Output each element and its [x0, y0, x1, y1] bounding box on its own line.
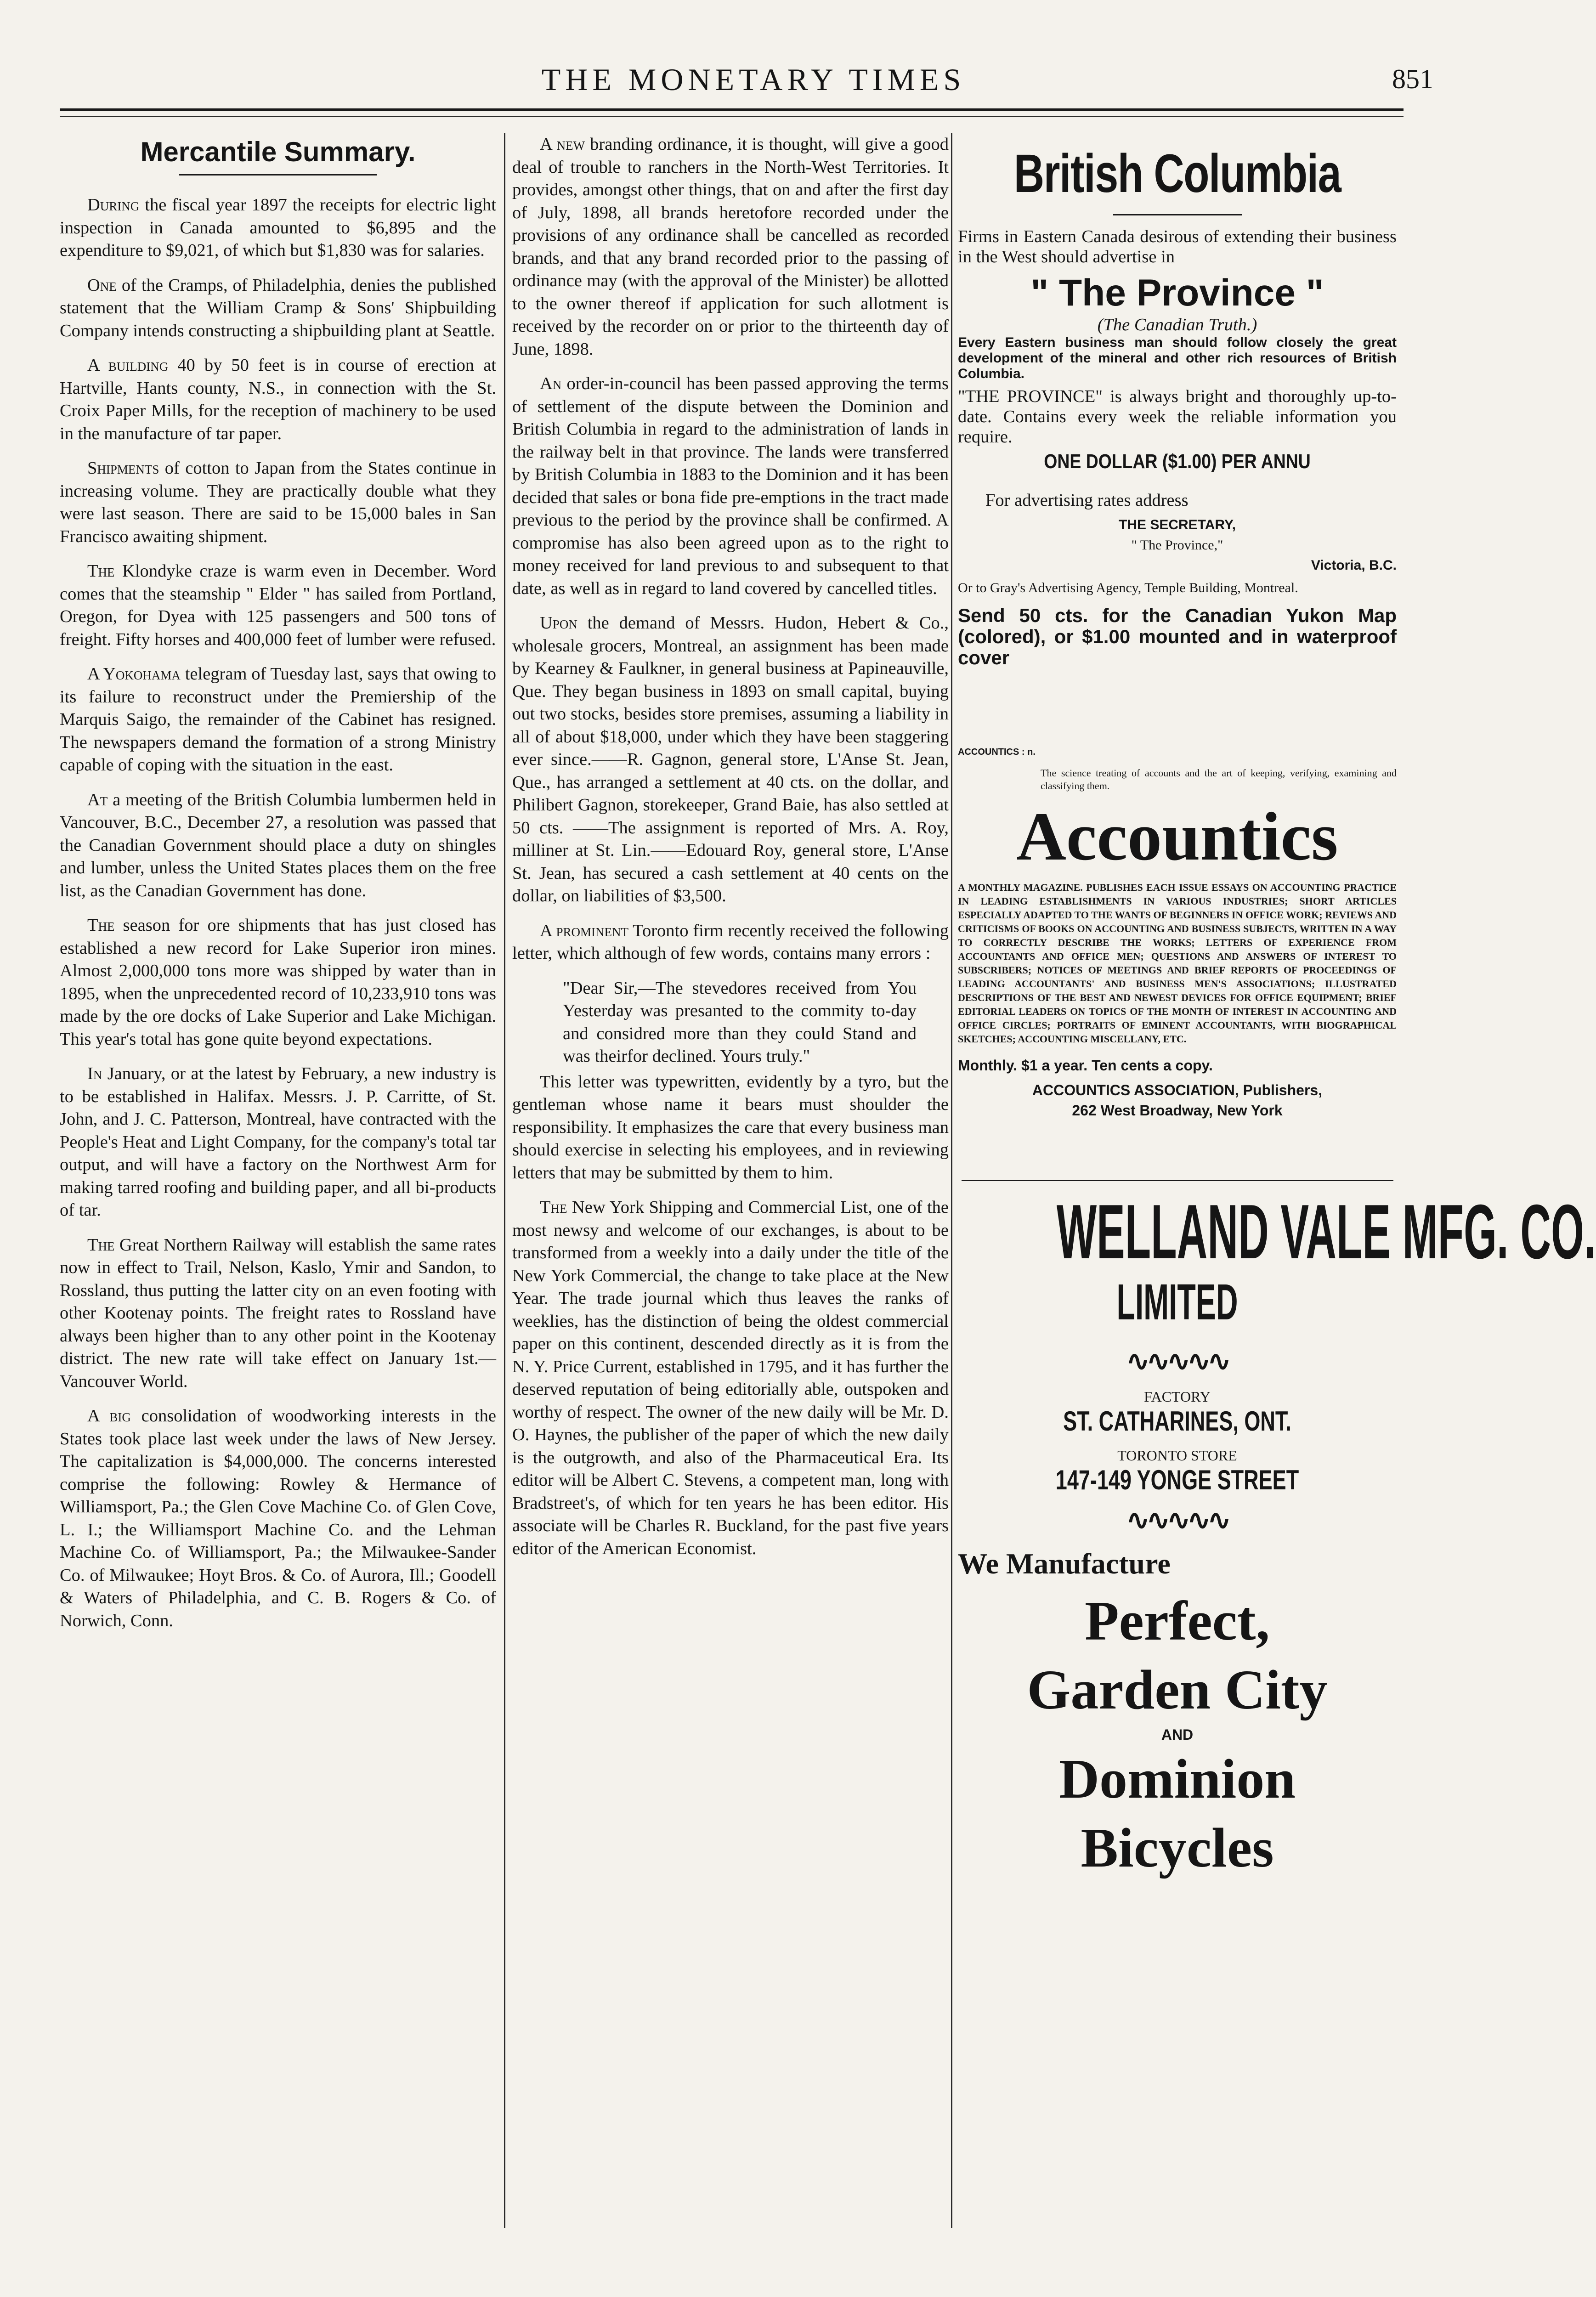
brand-bicycles: Bicycles — [1081, 1817, 1274, 1879]
paragraph-lead: An — [540, 374, 562, 393]
newspaper-name: " The Province " — [1030, 272, 1324, 314]
paragraph-text: Klondyke craze is warm even in December. Word comes that the steamship " Elder " has sailed from Portland, Oregon, for Dyea with 125 passengers and 500 tons of freight. Fifty horses and 400,000 feet of lumber were refused. — [60, 561, 496, 649]
accountics-title: Accountics — [1016, 798, 1338, 875]
accountics-definition: The science treating of accounts and the art of keeping, verifying, examining and classifying them. — [1041, 767, 1397, 792]
paragraph-text: Great Northern Railway will establish the same rates now in effect to Trail, Nelson, Kaslo, Ymir and Sandon, to Rossland, thus putting the latter city on an even footing with other Kootenay points. The freight rates to Rossland have always been higher than to any other point in the Kootenay district. The new rate will take effect on January 1st.—Vancouver World. — [60, 1235, 496, 1391]
article-paragraph — [60, 789, 496, 903]
paragraph-text: This letter was typewritten, evidently by a tyro, but the gentleman whose name it bears must shoulder the responsibility. It emphasizes the care that every business man should exercise in selecting his employees, and in reviewing letters that may be submitted by them to him. — [512, 1072, 949, 1182]
column-mercantile-summary — [60, 133, 496, 2257]
accountics-address: 262 West Broadway, New York — [1072, 1102, 1283, 1119]
paragraph-text: New York Shipping and Commercial List, one of the most newsy and welcome of our exchanges, is about to be transformed from a weekly into a daily under the title of the New York Commercial, the change to take place at the New Year. The trade journal which thus leaves the ranks of weeklies, has the distinction of being the oldest commercial paper on this continent, descended directly as it is from the N. Y. Price Current, established in 1795, and it has further the deserved reputation of being editorially able, outspoken and worthy of respect. The owner of the new daily will be Mr. D. O. Haynes, the publisher of the paper of which the new daily is the outgrowth, and also of the Pharmaceutical Era. Its editor will be Albert C. Stevens, a competent man, long with Bradstreet's, of which for ten years he has been editor. His associate will be Charles R. Buckland, for the past five years editor of the American Economist. — [512, 1198, 949, 1558]
paragraph-text: the demand of Messrs. Hudon, Hebert & Co., wholesale grocers, Montreal, an assignment has been made by Kearney & Faulkner, in general business at Papineauville, Que. They began business in 1893 on small capital, buying out two stocks, besides store premises, assuming a liability in all of about $18,000, under which they have been staggering ever since.——R. Gagnon, general store, L'Anse St. Jean, Que., has arranged a settlement at 40 cts. on the dollar, and Philibert Gagnon, storekeeper, Grand Baie, has also settled at 50 cts. ——The assignment is reported of Mrs. A. Roy, milliner at St. Lin.——Edouard Roy, general store, L'Anse St. Jean, has secured a cash settlement at 40 cents on the dollar, on liabilities of $3,500. — [512, 613, 949, 905]
article-paragraph — [60, 457, 496, 548]
city: Victoria, B.C. — [1311, 558, 1397, 573]
paragraph-text: a meeting of the British Columbia lumbermen held in Vancouver, B.C., December 27, a resolution was passed that the Canadian Government should place a duty on shingles and lumber, unless the United States places them on the free list, as the Canadian Government has done. — [60, 790, 496, 900]
article-paragraph — [60, 274, 496, 343]
paragraph-lead: One — [87, 275, 117, 295]
article-paragraph — [60, 560, 496, 651]
article-paragraph — [60, 194, 496, 262]
ad-separator — [962, 1180, 1393, 1181]
factory-label: FACTORY — [1144, 1388, 1211, 1405]
secretary: THE SECRETARY, — [1118, 517, 1236, 532]
agency-line: Or to Gray's Advertising Agency, Temple Building, Montreal. — [958, 580, 1298, 595]
article-paragraph — [512, 1196, 949, 1560]
province-line: " The Province," — [1131, 537, 1223, 553]
paragraph-lead: A big — [87, 1406, 131, 1426]
map-offer: Send 50 cts. for the Canadian Yukon Map (colored), or $1.00 mounted and in waterproof cover — [958, 605, 1397, 668]
running-title: THE MONETARY TIMES — [541, 62, 966, 97]
factory-location: ST. CATHARINES, ONT. — [1063, 1406, 1291, 1437]
store-location: 147-149 YONGE STREET — [1055, 1465, 1299, 1495]
paragraph-lead: During — [87, 195, 140, 215]
manufacture-label: We Manufacture — [958, 1547, 1171, 1580]
paragraph-lead: Shipments — [87, 458, 159, 478]
ad-british-columbia — [958, 142, 1397, 668]
accountics-description: A MONTHLY MAGAZINE. PUBLISHES EACH ISSUE ESSAYS ON ACCOUNTING PRACTICE IN LEADING ESTABLISHMENTS IN VARIOUS INDUSTRIES; SHORT ARTICLES ESPECIALLY ADAPTED TO THE WANTS OF BEGINNERS IN OFFICE WORK; REVIEWS AND CRITICISMS OF BOOKS ON ACCOUNTING AND BUSINESS SUBJECTS, WRITTEN IN A WAY TO CORRECTLY DESCRIBE THE WORKS; LETTERS OF EXPERIENCE FROM ACCOUNTANTS AND OFFICE MEN; QUESTIONS AND ANSWERS OF INTEREST TO SUBSCRIBERS; NOTICES OF MEETINGS AND BRIEF REPORTS OF PROCEEDINGS OF LEADING ACCOUNTANTS' AND BUSINESS MEN'S ASSOCIATIONS; ILLUSTRATED DESCRIPTIONS OF THE BEST AND NEWEST DEVICES FOR OFFICE EQUIPMENT; BRIEF EDITORIAL LEADERS ON TOPICS OF THE MONTH OF INTEREST IN ACCOUNTING AND OFFICE CIRCLES; PORTRAITS OF EMINENT ACCOUNTANTS, WITH BIOGRAPHICAL SKETCHES; ACCOUNTING MISCELLANY, ETC. — [958, 882, 1397, 1045]
paragraph-text: consolidation of woodworking interests in the States took place last week under the laws of New Jersey. The capitalization is $4,000,000. The concerns interested comprise the following: Rowley & Hermance of Williamsport, Pa.; the Glen Cove Machine Co. of Glen Cove, L. I.; the Williamsport Machine Co. and the Lehman Machine Co. of Williamsport, Pa.; the Milwaukee-Sander Co. of Milwaukee; Hoyt Bros. & Co. of Aurora, Ill.; Goodell & Waters of Philadelphia, and C. B. Rogers & Co. of Norwich, Conn. — [60, 1406, 496, 1630]
accountics-publisher: ACCOUNTICS ASSOCIATION, Publishers, — [1032, 1082, 1323, 1098]
brand-and: AND — [1161, 1726, 1194, 1743]
ad-rule — [1113, 214, 1242, 215]
ad-welland-vale — [958, 1188, 1596, 1883]
paragraph-text: January, or at the latest by February, a new industry is to be established in Halifax. Messrs. J. P. Carritte, of St. John, and J. C. Patterson, Montreal, have contracted with the People's Heat and Light Company, for the company's total tar output, and will have a factory on the Northwest Arm for making tarred roofing and building paper, and all bi-products of tar. — [60, 1064, 496, 1220]
paragraph-lead: At — [87, 790, 108, 809]
article-paragraph — [60, 914, 496, 1051]
masthead-rule-top — [60, 108, 1404, 111]
article-paragraph — [512, 373, 949, 600]
ornament: ∿∿∿∿∿ — [1126, 1505, 1228, 1535]
paragraph-text: of the Cramps, of Philadelphia, denies the published statement that the William Cramp & Sons' Shipbuilding Company intends constructing a shipbuilding plant at Seattle. — [60, 275, 496, 340]
column-divider-left — [504, 133, 505, 2228]
paragraph-lead: A building — [87, 356, 169, 375]
article-list-continued — [512, 1071, 949, 1561]
article-list — [60, 194, 496, 1632]
paragraph-lead: A Yokohama — [87, 664, 181, 684]
letter-quote: "Dear Sir,—The stevedores received from You Yesterday was presanted to the commity to-day and considred more than they could Stand and was theirfor declined. Yours truly." — [563, 978, 917, 1066]
ad-accountics — [958, 742, 1397, 1120]
subscription-price: ONE DOLLAR ($1.00) PER ANNU — [1044, 450, 1311, 473]
accountics-price: Monthly. $1 a year. Ten cents a copy. — [958, 1057, 1213, 1074]
brand-perfect: Perfect, — [1085, 1590, 1270, 1652]
ad-description: "THE PROVINCE" is always bright and thoroughly up-to-date. Contains every week the reliable information you require. — [958, 387, 1397, 447]
page-number: 851 — [1392, 64, 1433, 94]
masthead — [55, 55, 1452, 110]
ad-title: British Columbia — [1013, 143, 1341, 204]
paragraph-lead: The — [87, 1235, 115, 1255]
column-divider-right — [951, 133, 952, 2228]
article-paragraph — [512, 920, 949, 965]
masthead-rule-bottom — [60, 116, 1404, 117]
article-paragraph — [60, 1234, 496, 1393]
paragraph-text: telegram of Tuesday last, says that owing to its failure to reconstruct under the Premiership of the Marquis Saigo, the remainder of the Cabinet has resigned. The newspapers demand the formation of a strong Ministry capable of coping with the situation in the east. — [60, 664, 496, 775]
article-paragraph — [60, 1405, 496, 1632]
paragraph-lead: The — [87, 916, 115, 935]
ad-intro: Firms in Eastern Canada desirous of extending their business in the West should advertise in — [958, 227, 1397, 266]
paragraph-lead: The — [540, 1198, 567, 1217]
column-advertisements — [958, 133, 1596, 2257]
company-limited: LIMITED — [1116, 1274, 1238, 1330]
paragraph-text: 40 by 50 feet is in course of erection at Hartville, Hants county, N.S., in connection with the St. Croix Paper Mills, for the reception of machinery to be used in the manufacture of tar paper. — [60, 356, 496, 443]
paragraph-text: season for ore shipments that has just closed has established a new record for Lake Superior iron mines. Almost 2,000,000 tons more was shipped by water than in 1895, when the unprecedented record of 10,233,910 tons was made by the ore docks of Lake Superior and Lake Michigan. This year's total has gone quite beyond expectations. — [60, 916, 496, 1049]
accountics-label: ACCOUNTICS : n. — [958, 747, 1036, 757]
newspaper-subtitle: (The Canadian Truth.) — [1097, 315, 1257, 334]
address-intro: For advertising rates address — [985, 491, 1189, 510]
ornament: ∿∿∿∿∿ — [1126, 1346, 1228, 1376]
article-paragraph — [60, 663, 496, 777]
paragraph-lead: The — [87, 561, 115, 581]
article-paragraph — [512, 612, 949, 908]
paragraph-lead: A new — [540, 135, 585, 154]
ad-bold-line: Every Eastern business man should follow closely the great development of the mineral and other rich resources of British Columbia. — [958, 335, 1397, 381]
article-paragraph — [60, 354, 496, 445]
paragraph-lead: A prominent — [540, 921, 629, 940]
brand-dominion: Dominion — [1058, 1748, 1296, 1810]
article-paragraph — [512, 133, 949, 361]
paragraph-text: order-in-council has been passed approving the terms of settlement of the dispute between the Dominion and British Columbia in regard to the administration of lands in the railway belt in that province. The lands were transferred by British Columbia in 1883 to the Dominion and it has been decided that sales or bona fide pre-emptions in the tract made previous to the period by the province shall be confirmed. A compromise has also been agreed upon as to the right to money received for land previous to and subsequent to that date, as well as in regard to land covered by cancelled titles. — [512, 374, 949, 598]
store-label: TORONTO STORE — [1117, 1447, 1237, 1464]
column-news — [512, 133, 949, 2257]
heading-rule — [179, 174, 377, 175]
paragraph-lead: In — [87, 1064, 102, 1083]
article-paragraph — [60, 1063, 496, 1222]
brand-garden-city: Garden City — [1027, 1659, 1328, 1721]
company-name: WELLAND VALE MFG. CO. — [1056, 1188, 1596, 1275]
paragraph-text: the fiscal year 1897 the receipts for electric light inspection in Canada amounted to $6,895 and the expenditure to $9,021, of which but $1,830 was for salaries. — [60, 195, 496, 260]
article-paragraph — [512, 1071, 949, 1185]
paragraph-lead: Upon — [540, 613, 577, 633]
paragraph-text: of cotton to Japan from the States continue in increasing volume. They are practically double what they were last season. There are said to be 15,000 bales in San Francisco awaiting shipment. — [60, 458, 496, 546]
paragraph-text: branding ordinance, it is thought, will give a good deal of trouble to ranchers in the North-West Territories. It provides, amongst other things, that on and after the first day of July, 1898, all brands heretofore recorded under the provisions of any ordinance shall be cancelled as recorded brands, and that any brand recorded prior to the passing of ordinance may (with the approval of the Minister) be allotted to the owner thereof if application for such allotment is received by the recorder on or prior to the thirteenth day of June, 1898. — [512, 135, 949, 359]
section-heading: Mercantile Summary. — [140, 136, 416, 167]
paragraph-text: Toronto firm recently received the following letter, which although of few words, contains many errors : — [512, 921, 949, 963]
article-list — [512, 133, 949, 965]
